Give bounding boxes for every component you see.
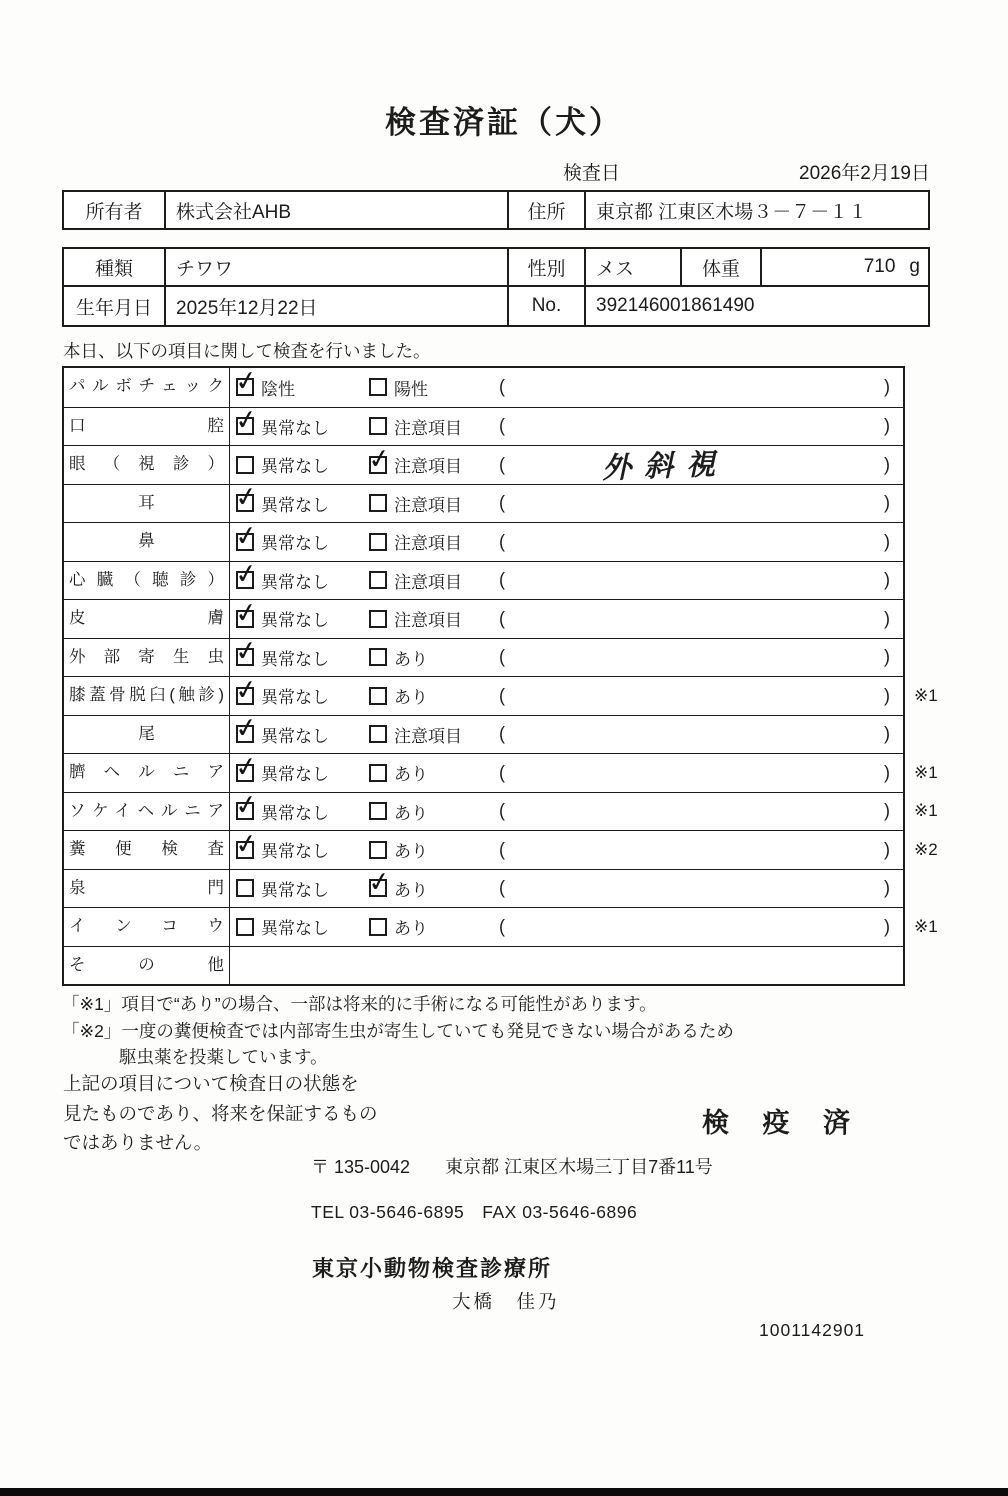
inspection-row [64, 827, 938, 869]
inspection-item-label: ソケイヘルニア [64, 793, 230, 831]
checkmark-icon: ✓ [232, 596, 260, 630]
checkmark-icon: ✓ [232, 750, 260, 784]
paren-open: ( [499, 800, 505, 821]
option-label: あり [394, 919, 428, 939]
footnote-2-continued: 駆虫薬を投薬しています。 [119, 1047, 328, 1067]
paren-close: ) [884, 376, 890, 397]
checkbox-icon [369, 571, 387, 589]
result-option-1 [236, 908, 329, 946]
serial-number: 1001142901 [759, 1320, 866, 1340]
inspection-date-value: 2026年2月19日 [799, 163, 930, 184]
handwritten-note: 外斜視 [601, 446, 729, 485]
breed-value: チワワ [164, 249, 507, 285]
option-label: あり [394, 765, 428, 785]
clinic-address: 東京都 江東区木場三丁目7番11号 [445, 1157, 713, 1177]
result-option-1 [236, 870, 329, 908]
inspection-result-cell [230, 865, 903, 908]
paren-close: ) [884, 800, 890, 821]
statement-text: 本日、以下の項目に関して検査を行いました。 [63, 341, 431, 361]
checkbox-icon [369, 378, 387, 396]
result-option-1 [232, 750, 329, 792]
paren-open: ( [499, 916, 505, 937]
inspection-result-cell [230, 788, 903, 831]
inspection-result-cell [230, 519, 903, 561]
inspection-row [64, 480, 903, 523]
option-label: あり [394, 803, 428, 823]
checkbox-icon [232, 557, 260, 591]
result-option-2 [369, 408, 462, 446]
paren-close: ) [884, 723, 890, 744]
checkmark-icon: ✓ [365, 865, 393, 899]
result-option-1 [232, 557, 329, 600]
result-option-1 [232, 480, 329, 523]
weight-value: 710 [863, 256, 896, 277]
paren-close: ) [884, 492, 890, 513]
inspection-row [64, 750, 938, 792]
result-option-2 [369, 368, 428, 407]
paren-open: ( [499, 492, 505, 513]
disclaimer-line: 見たものであり、将来を保証するもの [63, 1102, 378, 1124]
paren-close: ) [884, 415, 890, 436]
inspection-result-cell [230, 827, 903, 869]
inspection-result-cell [230, 596, 903, 638]
certificate-no-value: 392146001861490 [584, 287, 928, 325]
result-option-1 [232, 519, 329, 561]
paren-open: ( [499, 685, 505, 706]
option-label: 注意項目 [394, 534, 462, 554]
option-label: 注意項目 [394, 457, 462, 477]
checkbox-icon [232, 673, 260, 707]
paren-open: ( [499, 646, 505, 667]
paren-open: ( [499, 376, 505, 397]
checkbox-icon [232, 596, 260, 630]
inspection-result-cell [230, 634, 903, 677]
inspection-row [64, 442, 903, 485]
owner-name: 株式会社AHB [164, 192, 507, 228]
option-label: 異常なし [261, 572, 329, 592]
paren-open: ( [499, 569, 505, 590]
clinic-address-line [311, 1153, 713, 1179]
inspection-row [64, 519, 903, 561]
disclaimer-text [63, 1069, 378, 1158]
veterinarian-name: 大橋 佳乃 [452, 1291, 560, 1312]
option-label: 異常なし [261, 880, 329, 900]
inspection-item-label: 心臓（聴診） [64, 562, 230, 600]
paren-close: ) [884, 916, 890, 937]
inspection-item-label: その他 [64, 947, 230, 985]
paren-close: ) [884, 608, 890, 629]
inspection-item-label: 糞便検査 [64, 831, 230, 869]
option-label: 異常なし [261, 649, 329, 669]
result-option-2 [369, 754, 428, 792]
result-option-1 [236, 446, 329, 484]
paren-open: ( [499, 608, 505, 629]
inspection-item-label: 皮膚 [64, 600, 230, 638]
result-option-2 [365, 865, 428, 908]
checkbox-icon [369, 725, 387, 743]
breed-label: 種類 [94, 258, 133, 280]
checkbox-icon [369, 918, 387, 936]
paren-open: ( [499, 762, 505, 783]
scan-artifact-strip [0, 1488, 1008, 1496]
checkbox-icon [369, 494, 387, 512]
disclaimer-line: ではありません。 [63, 1132, 213, 1153]
checkmark-icon: ✓ [232, 788, 260, 822]
result-option-1 [232, 634, 329, 677]
inspection-result-cell [230, 557, 903, 600]
checkbox-icon [369, 648, 387, 666]
inspection-item-label: 外部寄生虫 [64, 639, 230, 677]
option-label: 異常なし [261, 803, 329, 823]
inspection-result-cell [230, 364, 903, 407]
page-title: 検査済証（犬） [385, 105, 623, 140]
option-label: 異常なし [261, 765, 329, 785]
result-option-2 [369, 831, 428, 869]
checkbox-icon [232, 827, 260, 861]
option-label: あり [394, 649, 428, 669]
option-label: 陽性 [394, 379, 428, 399]
reference-mark: ※1 [914, 916, 938, 936]
checkbox-icon [232, 711, 260, 745]
inspection-result-cell [230, 673, 903, 715]
disclaimer-line: 上記の項目について検査日の状態を [63, 1073, 359, 1094]
paren-open: ( [499, 415, 505, 436]
tel-fax-line: TEL 03-5646-6895 FAX 03-5646-6896 [311, 1202, 638, 1222]
sex-label: 性別 [507, 249, 584, 285]
result-option-2 [369, 639, 428, 677]
checkmark-icon: ✓ [232, 403, 260, 437]
result-option-2 [369, 523, 462, 561]
postal-code: 〒 135-0042 [311, 1157, 411, 1177]
checkmark-icon: ✓ [232, 673, 260, 707]
checkmark-icon: ✓ [232, 480, 260, 514]
inspection-row [64, 403, 903, 446]
inspection-date-label: 検査日 [563, 163, 621, 184]
inspection-row [64, 711, 903, 754]
inspection-row [64, 557, 903, 600]
inspection-row [64, 364, 903, 407]
owner-address: 東京都 江東区木場３－７－１１ [584, 192, 928, 228]
option-label: 異常なし [261, 688, 329, 708]
inspection-row [64, 634, 903, 677]
option-label: 異常なし [261, 534, 329, 554]
checkbox-icon [365, 865, 393, 899]
option-label: 異常なし [261, 611, 329, 631]
address-label: 住所 [507, 192, 584, 228]
paren-open: ( [499, 723, 505, 744]
inspection-result-cell [230, 442, 903, 485]
checkbox-icon [236, 456, 254, 474]
checkbox-icon [236, 918, 254, 936]
checkbox-icon [369, 417, 387, 435]
paren-open: ( [499, 839, 505, 860]
result-option-1 [232, 673, 329, 715]
inspection-result-cell [230, 908, 903, 946]
checkmark-icon: ✓ [232, 634, 260, 668]
reference-mark: ※1 [914, 762, 938, 782]
option-label: 注意項目 [394, 726, 462, 746]
checkbox-icon [365, 442, 393, 476]
checkmark-icon: ✓ [365, 442, 393, 476]
reference-mark: ※1 [914, 801, 938, 821]
quarantine-stamp: 検 疫 済 [702, 1108, 864, 1138]
option-label: 異常なし [261, 418, 329, 438]
paren-close: ) [884, 839, 890, 860]
inspection-table [62, 364, 938, 986]
result-option-1 [232, 364, 295, 407]
pet-table-row1 [62, 247, 930, 287]
checkbox-icon [232, 364, 260, 398]
option-label: あり [394, 688, 428, 708]
checkbox-icon [369, 841, 387, 859]
inspection-result-cell [230, 403, 903, 446]
option-label: あり [394, 880, 428, 900]
inspection-row [64, 946, 903, 985]
checkbox-icon [236, 879, 254, 897]
inspection-row [64, 865, 903, 908]
checkbox-icon [232, 788, 260, 822]
weight-cell [760, 249, 928, 285]
option-label: 異常なし [261, 842, 329, 862]
result-option-2 [369, 562, 462, 600]
weight-label: 体重 [680, 249, 760, 285]
checkbox-icon [369, 687, 387, 705]
weight-unit: g [909, 256, 920, 277]
inspection-result-cell [230, 750, 903, 792]
pet-table-row2 [62, 287, 930, 327]
inspection-result-cell [230, 711, 903, 754]
inspection-row [64, 788, 938, 831]
result-option-1 [232, 596, 329, 638]
checkmark-icon: ✓ [232, 711, 260, 745]
result-option-2 [369, 793, 428, 831]
inspection-item-label: 臍ヘルニア [64, 754, 230, 792]
option-label: 異常なし [261, 919, 329, 939]
result-option-2 [369, 908, 428, 946]
result-option-1 [232, 788, 329, 831]
paren-close: ) [884, 646, 890, 667]
inspection-row [64, 596, 903, 638]
result-option-1 [232, 403, 329, 446]
checkmark-icon: ✓ [232, 557, 260, 591]
result-option-2 [365, 442, 462, 484]
paren-close: ) [884, 762, 890, 783]
checkbox-icon [232, 519, 260, 553]
result-option-1 [232, 827, 329, 869]
owner-table [62, 190, 930, 230]
checkbox-icon [232, 750, 260, 784]
inspection-item-label: 鼻 [64, 523, 230, 561]
inspection-item-label: 尾 [64, 716, 230, 754]
inspection-row [64, 673, 938, 715]
result-option-2 [369, 485, 462, 523]
checkbox-icon [232, 480, 260, 514]
clinic-name: 東京小動物検査診療所 [312, 1256, 553, 1281]
inspection-item-label: 眼（視診） [64, 446, 230, 484]
paren-close: ) [884, 877, 890, 898]
inspection-item-label: インコウ [64, 908, 230, 946]
checkbox-icon [369, 533, 387, 551]
inspection-result-cell [230, 480, 903, 523]
paren-close: ) [884, 569, 890, 590]
footnote-1: 「※1」項目で“あり”の場合、一部は将来的に手術になる可能性があります。 [62, 994, 657, 1014]
option-label: 陰性 [261, 379, 295, 399]
owner-label: 所有者 [85, 201, 143, 223]
reference-mark: ※2 [914, 839, 938, 859]
paren-close: ) [884, 531, 890, 552]
result-option-2 [369, 716, 462, 754]
certificate-no-label: No. [507, 287, 584, 325]
checkmark-icon: ✓ [232, 519, 260, 553]
inspection-item-label: 膝蓋骨脱臼(触診) [64, 677, 230, 715]
checkbox-icon [232, 634, 260, 668]
inspection-item-label: パルボチェック [64, 368, 230, 407]
option-label: 異常なし [261, 457, 329, 477]
option-label: 注意項目 [394, 495, 462, 515]
option-label: あり [394, 842, 428, 862]
reference-mark: ※1 [914, 685, 938, 705]
sex-value: メス [584, 249, 680, 285]
checkbox-icon [369, 802, 387, 820]
paren-close: ) [884, 685, 890, 706]
inspection-result-cell [230, 947, 903, 985]
birthdate-label: 生年月日 [75, 297, 152, 319]
checkmark-icon: ✓ [232, 827, 260, 861]
result-option-2 [369, 677, 428, 715]
result-option-2 [369, 600, 462, 638]
checkbox-icon [369, 764, 387, 782]
birthdate-value: 2025年12月22日 [164, 287, 507, 325]
option-label: 注意項目 [394, 611, 462, 631]
inspection-row [64, 907, 938, 946]
inspection-item-label: 泉門 [64, 870, 230, 908]
paren-close: ) [884, 454, 890, 475]
inspection-item-label: 口腔 [64, 408, 230, 446]
option-label: 注意項目 [394, 572, 462, 592]
footnote-2: 「※2」一度の糞便検査では内部寄生虫が寄生していても発見できない場合があるため [62, 1021, 734, 1041]
paren-open: ( [499, 877, 505, 898]
paren-open: ( [499, 454, 505, 475]
checkbox-icon [369, 610, 387, 628]
option-label: 注意項目 [394, 418, 462, 438]
checkmark-icon: ✓ [232, 364, 260, 398]
paren-open: ( [499, 531, 505, 552]
option-label: 異常なし [261, 495, 329, 515]
result-option-1 [232, 711, 329, 754]
checkbox-icon [232, 403, 260, 437]
inspection-item-label: 耳 [64, 485, 230, 523]
option-label: 異常なし [261, 726, 329, 746]
